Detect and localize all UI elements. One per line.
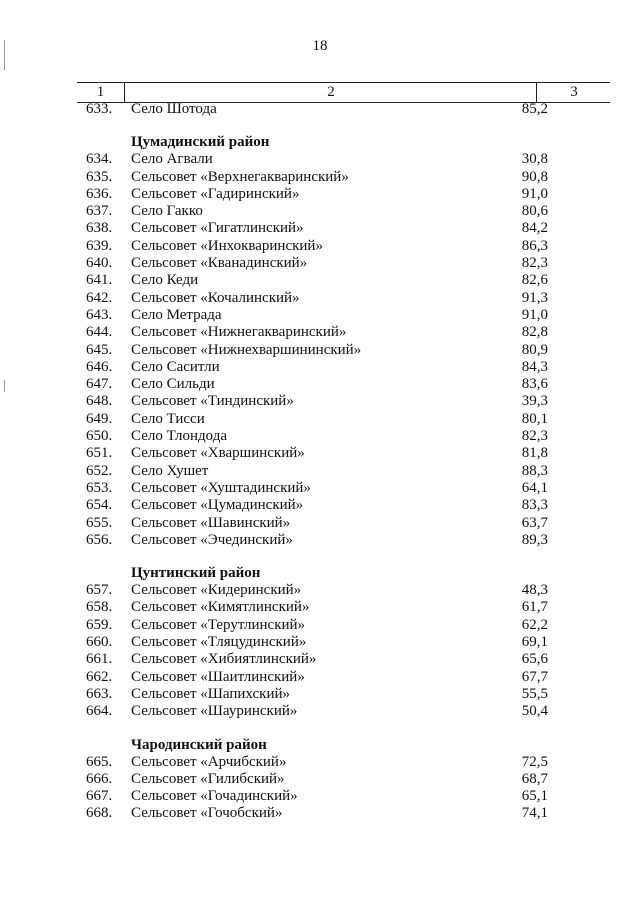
row-value: 91,3 xyxy=(521,289,548,306)
row-value: 84,3 xyxy=(521,358,548,375)
row-value: 55,5 xyxy=(521,685,548,702)
row-number: 654. xyxy=(86,497,113,514)
row-value: 30,8 xyxy=(521,151,548,168)
row-name: Сельсовет «Хуштадинский» xyxy=(131,479,311,496)
row-value: 83,6 xyxy=(521,376,548,393)
row-name: Село Саситли xyxy=(131,358,220,375)
row-value: 91,0 xyxy=(521,185,548,202)
row-value: 48,3 xyxy=(521,582,548,599)
row-number: 634. xyxy=(86,151,113,168)
row-name: Сельсовет «Терутлинский» xyxy=(131,616,306,633)
row-name: Сельсовет «Шауринский» xyxy=(131,703,298,720)
district-title: Чародинский район xyxy=(131,736,267,753)
row-name: Сельсовет «Хваршинский» xyxy=(131,445,305,462)
row-number: 642. xyxy=(86,289,113,306)
row-number: 649. xyxy=(86,410,113,427)
row-name: Сельсовет «Гадиринский» xyxy=(131,185,300,202)
row-name: Сельсовет «Арчибский» xyxy=(131,753,287,770)
district-heading xyxy=(0,549,640,582)
row-value: 84,2 xyxy=(521,220,548,237)
row-value: 80,6 xyxy=(521,203,548,220)
table-row xyxy=(0,703,640,720)
row-number: 657. xyxy=(86,582,113,599)
row-value: 80,9 xyxy=(521,341,548,358)
row-name: Сельсовет «Шаитлинский» xyxy=(131,668,305,685)
row-name: Село Метрада xyxy=(131,306,222,323)
table-row xyxy=(0,272,640,289)
row-value: 65,1 xyxy=(521,788,548,805)
table-header xyxy=(77,82,610,103)
district-title: Цунтинский район xyxy=(131,565,261,582)
table-row xyxy=(0,445,640,462)
row-name: Село Тисси xyxy=(131,410,205,427)
row-number: 650. xyxy=(86,428,113,445)
row-value: 68,7 xyxy=(521,770,548,787)
row-value: 82,3 xyxy=(521,255,548,272)
row-number: 648. xyxy=(86,393,113,410)
row-name: Сельсовет «Цумадинский» xyxy=(131,497,304,514)
row-value: 72,5 xyxy=(521,753,548,770)
row-value: 74,1 xyxy=(521,805,548,822)
row-name: Сельсовет «Гочобский» xyxy=(131,805,283,822)
row-number: 659. xyxy=(86,616,113,633)
row-number: 664. xyxy=(86,703,113,720)
district-heading xyxy=(0,721,640,754)
row-value: 90,8 xyxy=(521,168,548,185)
row-name: Сельсовет «Кванадинский» xyxy=(131,255,308,272)
row-number: 645. xyxy=(86,341,113,358)
table-header-col-2: 2 xyxy=(124,83,537,102)
row-name: Сельсовет «Гигатлинский» xyxy=(131,220,304,237)
row-value: 65,6 xyxy=(521,651,548,668)
row-name: Сельсовет «Эчединский» xyxy=(131,531,293,548)
row-number: 647. xyxy=(86,376,113,393)
table-row xyxy=(0,359,640,376)
row-number: 638. xyxy=(86,220,113,237)
row-number: 651. xyxy=(86,445,113,462)
row-name: Сельсовет «Тиндинский» xyxy=(131,393,294,410)
table-row xyxy=(0,754,640,771)
table-row xyxy=(0,238,640,255)
table-row xyxy=(0,307,640,324)
table-row xyxy=(0,463,640,480)
table-row xyxy=(0,169,640,186)
table-header-col-1: 1 xyxy=(96,84,105,100)
table-row xyxy=(0,480,640,497)
table-row xyxy=(0,617,640,634)
row-name: Село Кеди xyxy=(131,272,199,289)
row-value: 81,8 xyxy=(521,445,548,462)
row-number: 658. xyxy=(86,599,113,616)
table-row xyxy=(0,686,640,703)
row-value: 64,1 xyxy=(521,479,548,496)
district-title: Цумадинский район xyxy=(131,134,270,151)
row-number: 662. xyxy=(86,668,113,685)
table-body xyxy=(0,101,640,823)
row-number: 660. xyxy=(86,634,113,651)
row-number: 653. xyxy=(86,479,113,496)
table-row xyxy=(0,515,640,532)
page-number: 18 xyxy=(312,38,328,54)
row-number: 640. xyxy=(86,255,113,272)
row-name: Сельсовет «Хибиятлинский» xyxy=(131,651,317,668)
row-name: Сельсовет «Кочалинский» xyxy=(131,289,300,306)
row-number: 646. xyxy=(86,358,113,375)
row-value: 89,3 xyxy=(521,531,548,548)
row-value: 63,7 xyxy=(521,514,548,531)
table-row xyxy=(0,599,640,616)
row-value: 82,8 xyxy=(521,324,548,341)
row-number: 668. xyxy=(86,805,113,822)
table-row xyxy=(0,669,640,686)
row-number: 667. xyxy=(86,788,113,805)
row-number: 661. xyxy=(86,651,113,668)
table-row xyxy=(0,255,640,272)
row-number: 665. xyxy=(86,753,113,770)
row-name: Село Агвали xyxy=(131,151,213,168)
row-value: 50,4 xyxy=(521,703,548,720)
table-row xyxy=(0,788,640,805)
row-number: 636. xyxy=(86,185,113,202)
row-name: Сельсовет «Верхнегакваринский» xyxy=(131,168,349,185)
row-name: Село Хушет xyxy=(131,462,209,479)
row-value: 82,6 xyxy=(521,272,548,289)
row-value: 62,2 xyxy=(521,616,548,633)
table-row xyxy=(0,393,640,410)
row-number: 656. xyxy=(86,531,113,548)
row-number: 639. xyxy=(86,237,113,254)
row-number: 644. xyxy=(86,324,113,341)
table-row xyxy=(0,203,640,220)
row-name: Сельсовет «Шапихский» xyxy=(131,685,291,702)
row-number: 666. xyxy=(86,770,113,787)
row-number: 635. xyxy=(86,168,113,185)
table-row xyxy=(0,376,640,393)
table-header-col-3: 3 xyxy=(536,83,611,102)
row-name: Сельсовет «Тляцудинский» xyxy=(131,634,307,651)
row-name: Сельсовет «Инхокваринский» xyxy=(131,237,323,254)
table-row xyxy=(0,411,640,428)
row-value: 80,1 xyxy=(521,410,548,427)
row-number: 637. xyxy=(86,203,113,220)
table-row xyxy=(0,290,640,307)
row-value: 67,7 xyxy=(521,668,548,685)
row-name: Сельсовет «Нижнехваршининский» xyxy=(131,341,362,358)
table-row xyxy=(0,220,640,237)
table-row xyxy=(0,186,640,203)
table-row xyxy=(0,771,640,788)
district-heading xyxy=(0,118,640,151)
row-number: 652. xyxy=(86,462,113,479)
row-name: Село Тлондода xyxy=(131,428,227,445)
row-name: Сельсовет «Кимятлинский» xyxy=(131,599,310,616)
table-row xyxy=(0,342,640,359)
table-row xyxy=(0,324,640,341)
row-value: 91,0 xyxy=(521,306,548,323)
table-row xyxy=(0,101,640,118)
table-row xyxy=(0,651,640,668)
row-number: 641. xyxy=(86,272,113,289)
row-number: 643. xyxy=(86,306,113,323)
row-value: 83,3 xyxy=(521,497,548,514)
table-row xyxy=(0,428,640,445)
row-number: 663. xyxy=(86,685,113,702)
table-row xyxy=(0,151,640,168)
row-value: 85,2 xyxy=(521,101,548,117)
row-value: 61,7 xyxy=(521,599,548,616)
row-name: Сельсовет «Гилибский» xyxy=(131,770,285,787)
row-name: Село Гакко xyxy=(131,203,203,220)
table-row xyxy=(0,634,640,651)
row-name: Сельсовет «Нижнегакваринский» xyxy=(131,324,347,341)
row-number: 655. xyxy=(86,514,113,531)
row-name: Сельсовет «Шавинский» xyxy=(131,514,291,531)
row-value: 39,3 xyxy=(521,393,548,410)
table-row xyxy=(0,582,640,599)
row-number: 633. xyxy=(86,101,113,117)
row-value: 88,3 xyxy=(521,462,548,479)
row-name: Село Шотода xyxy=(131,101,217,117)
row-value: 69,1 xyxy=(521,634,548,651)
row-name: Сельсовет «Кидеринский» xyxy=(131,582,302,599)
table-row xyxy=(0,497,640,514)
row-value: 82,3 xyxy=(521,428,548,445)
row-value: 86,3 xyxy=(521,237,548,254)
table-row xyxy=(0,805,640,822)
table-row xyxy=(0,532,640,549)
row-name: Село Сильди xyxy=(131,376,215,393)
row-name: Сельсовет «Гочадинский» xyxy=(131,788,298,805)
